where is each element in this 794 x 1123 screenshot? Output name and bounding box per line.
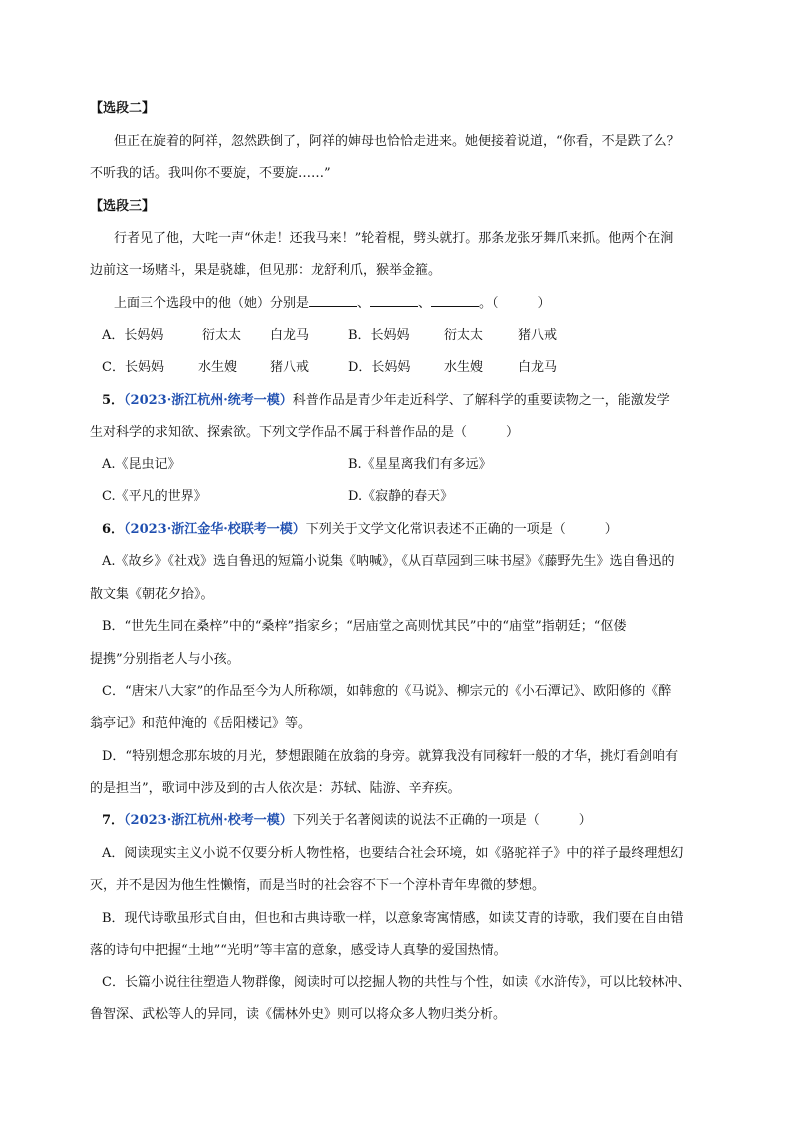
q5-option-c: C.《平凡的世界》 (102, 489, 207, 504)
q7-text1: 下列关于名著阅读的说法不正确的一项是（ ） (292, 813, 592, 828)
q4-d-1: D．长妈妈 (348, 360, 411, 375)
q6-text1: 下列关于文学文化常识表述不正确的一项是（ ） (305, 522, 618, 537)
q4-stem-prefix: 上面三个选段中的他（她）分别是 (114, 296, 310, 311)
q6-option-c-line2: 翁亭记》和范仲淹的《岳阳楼记》等。 (90, 716, 312, 731)
q6-option-d-line1: D．“特别想念那东坡的月光，梦想跟随在放翁的身旁。就算我没有同稼轩一般的才华，挑灯看剑咱有 (102, 749, 679, 764)
q7-option-b-line1: B．现代诗歌虽形式自由，但也和古典诗歌一样，以意象寄寓情感，如读艾青的诗歌，我们要在自由错 (102, 911, 684, 926)
q4-c-2: 水生嫂 (198, 360, 238, 375)
q4-c-1: C．长妈妈 (102, 360, 164, 375)
q4-sep2: 、 (418, 296, 432, 311)
q4-b-2: 衍太太 (444, 328, 484, 343)
q6-source: （2023·浙江金华·校联考一模） (124, 522, 306, 537)
q4-a-1: A．长妈妈 (102, 328, 164, 343)
q6-option-a-line1: A.《故乡》《社戏》选自鲁迅的短篇小说集《呐喊》，《从百草园到三味书屋》《藤野先生》选自鲁迅的 (102, 554, 675, 569)
q4-sep1: 、 (357, 296, 371, 311)
q7-stem (102, 812, 592, 830)
q5-stem-line1 (102, 392, 670, 410)
q7-option-a-line2: 灭，并不是因为他生性懒惰，而是当时的社会容不下一个淳朴青年卑微的梦想。 (90, 878, 546, 893)
segment2-line2: 不听我的话。我叫你不要旋，不要旋……” (90, 166, 331, 181)
segment3-line2: 边前这一场赌斗，果是骁雄，但见那：龙舒利爪，猴举金箍。 (90, 263, 442, 278)
q4-b-1: B．长妈妈 (348, 328, 410, 343)
q7-number: 7． (102, 813, 125, 828)
q7-option-c-line1: C．长篇小说往往塑造人物群像，阅读时可以挖掘人物的共性与个性，如读《水浒传》，可以比较林冲、 (102, 975, 691, 990)
q5-number: 5． (102, 393, 125, 408)
q5-option-b: B.《星星离我们有多远》 (348, 457, 492, 472)
q4-a-2: 衍太太 (202, 328, 242, 343)
q4-d-3: 白龙马 (518, 360, 558, 375)
q6-stem (102, 521, 618, 539)
segment2-line1: 但正在旋着的阿祥，忽然跌倒了，阿祥的婶母也恰恰走进来。她便接着说道，“你看，不是跌了么？ (114, 134, 680, 149)
q7-option-c-line2: 鲁智深、武松等人的异同，读《儒林外史》则可以将众多人物归类分析。 (90, 1007, 507, 1022)
q6-option-d-line2: 的是担当”，歌词中涉及到的古人依次是：苏轼、陆游、辛弃疾。 (90, 781, 461, 796)
q6-option-a-line2: 散文集《朝花夕拾》。 (90, 587, 214, 602)
q4-a-3: 白龙马 (270, 328, 310, 343)
q7-option-a-line1: A．阅读现实主义小说不仅要分析人物性格，也要结合社会环境，如《骆驼祥子》中的祥子最终理想幻 (102, 846, 684, 861)
segment3-text: 行者见了他，大咤一声“休走！还我马来！”轮着棍，劈头就打。那条龙张牙舞爪来抓。他两个在涧 (114, 231, 674, 246)
q5-text1: 科普作品是青少年走近科学、了解科学的重要读物之一，能激发学 (292, 393, 670, 408)
q7-source: （2023·浙江杭州·校考一模） (124, 813, 293, 828)
q4-d-2: 水生嫂 (444, 360, 484, 375)
q6-option-b-line2: 提携”分别指老人与小孩。 (90, 652, 240, 667)
segment3-heading: 【选段三】 (90, 199, 156, 214)
segment2-heading: 【选段二】 (90, 101, 156, 116)
q4-stem (114, 294, 551, 313)
q4-stem-suffix: 。（ ） (479, 296, 551, 311)
answer-blank-2[interactable] (370, 294, 418, 307)
q5-option-d: D.《寂静的春天》 (348, 489, 454, 504)
answer-blank-1[interactable] (309, 294, 357, 307)
q5-source: （2023·浙江杭州·统考一模） (124, 393, 293, 408)
q5-stem-line2: 生对科学的求知欲、探索欲。下列文学作品不属于科普作品的是（ ） (90, 425, 520, 440)
q7-option-b-line2: 落的诗句中把握“土地”“光明”等丰富的意象，感受诗人真挚的爱国热情。 (90, 943, 507, 958)
q4-b-3: 猪八戒 (518, 328, 558, 343)
answer-blank-3[interactable] (431, 294, 479, 307)
segment3-line1 (114, 230, 673, 248)
q6-number: 6． (102, 522, 125, 537)
q5-option-a: A.《昆虫记》 (102, 457, 181, 472)
q6-option-b-line1: B．“世先生同在桑梓”中的“桑梓”指家乡；“居庙堂之高则忧其民”中的“庙堂”指朝廷；“伛偻 (102, 619, 627, 634)
q6-option-c-line1: C．“唐宋八大家”的作品至今为人所称颂，如韩愈的《马说》、柳宗元的《小石潭记》、欧阳修的《醉 (102, 684, 672, 699)
q4-c-3: 猪八戒 (270, 360, 310, 375)
